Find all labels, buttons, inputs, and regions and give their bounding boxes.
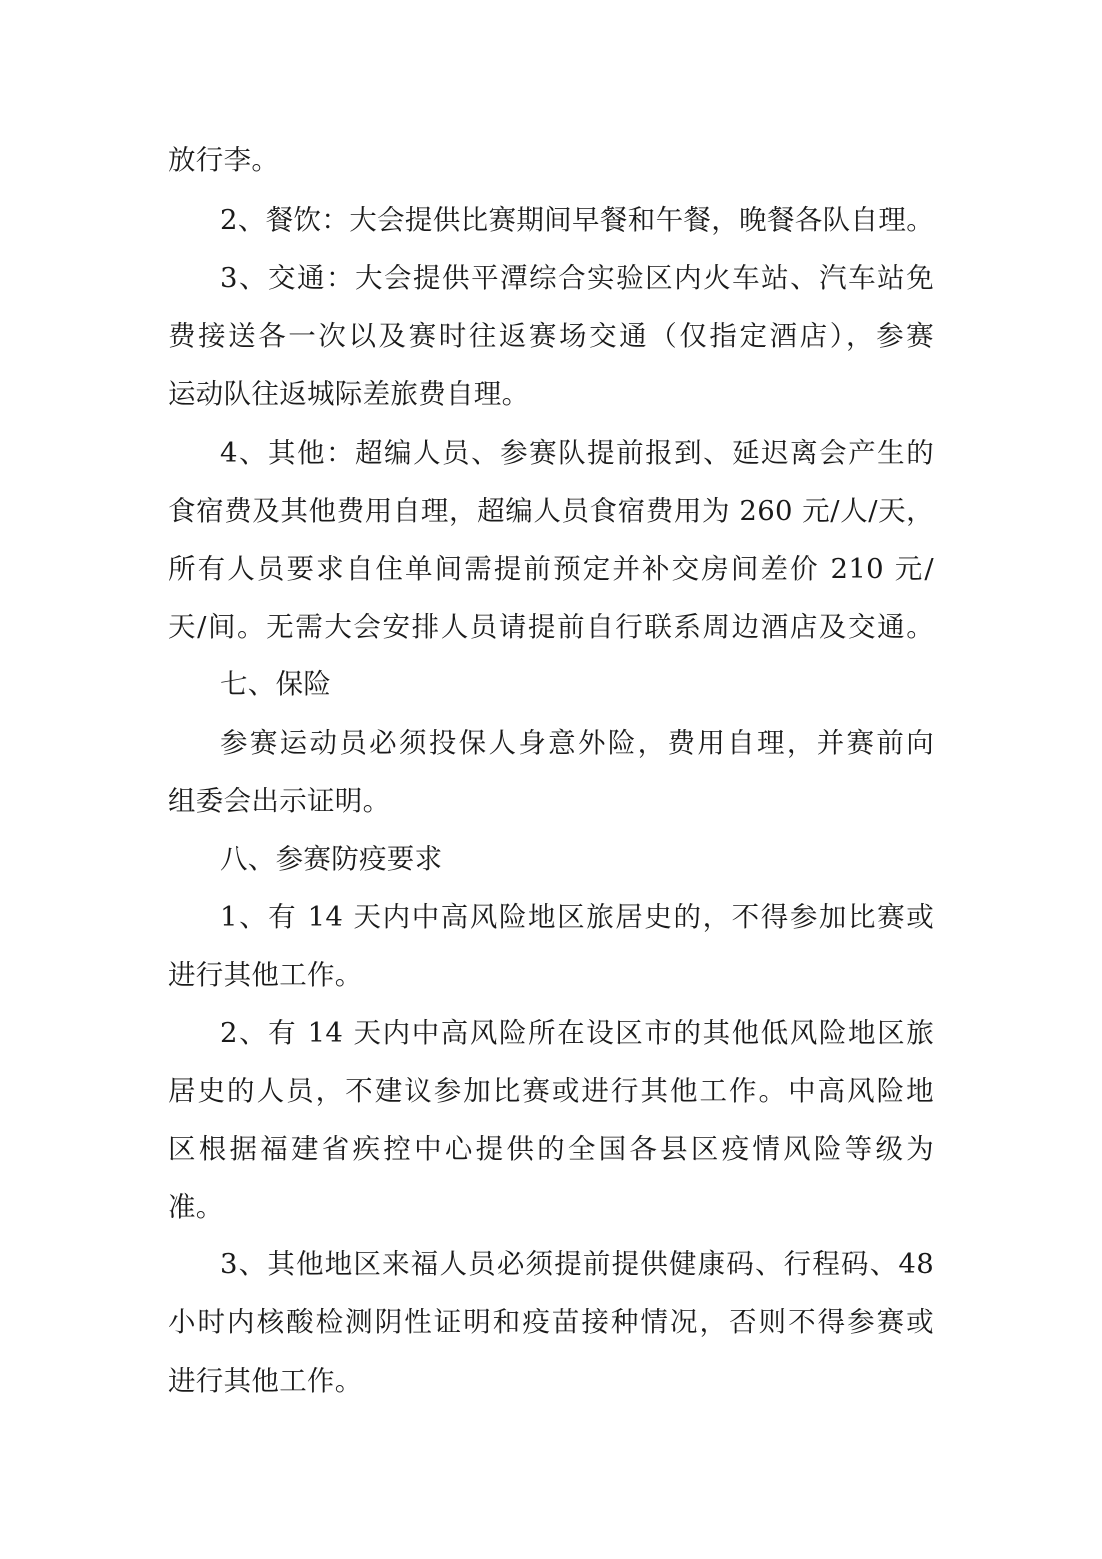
text-line: 2、餐饮：大会提供比赛期间早餐和午餐，晚餐各队自理。: [220, 204, 934, 236]
text-line: 1、有 14 天内中高风险地区旅居史的，不得参加比赛或: [220, 901, 934, 933]
section-heading: 七、保险: [220, 668, 332, 700]
text-line: 4、其他：超编人员、参赛队提前报到、延迟离会产生的: [220, 437, 934, 469]
text-line: 参赛运动员必须投保人身意外险，费用自理，并赛前向: [220, 727, 934, 759]
text-line: 进行其他工作。: [168, 959, 363, 991]
text-line: 放行李。: [168, 144, 280, 176]
text-line: 3、交通：大会提供平潭综合实验区内火车站、汽车站免: [220, 262, 934, 294]
text-line: 费接送各一次以及赛时往返赛场交通（仅指定酒店），参赛: [168, 320, 934, 352]
text-line: 3、其他地区来福人员必须提前提供健康码、行程码、48: [220, 1248, 934, 1280]
text-line: 进行其他工作。: [168, 1365, 363, 1397]
text-line: 居史的人员，不建议参加比赛或进行其他工作。中高风险地: [168, 1075, 934, 1107]
text-line: 小时内核酸检测阴性证明和疫苗接种情况，否则不得参赛或: [168, 1306, 934, 1338]
text-line: 区根据福建省疾控中心提供的全国各县区疫情风险等级为: [168, 1133, 934, 1165]
text-line: 所有人员要求自住单间需提前预定并补交房间差价 210 元/: [168, 553, 934, 585]
section-heading: 八、参赛防疫要求: [220, 843, 443, 875]
text-line: 组委会出示证明。: [168, 785, 391, 817]
text-line: 食宿费及其他费用自理，超编人员食宿费用为 260 元/人/天，: [168, 495, 934, 527]
text-line: 准。: [168, 1191, 224, 1223]
text-line: 天/间。无需大会安排人员请提前自行联系周边酒店及交通。: [168, 611, 934, 643]
text-line: 2、有 14 天内中高风险所在设区市的其他低风险地区旅: [220, 1017, 934, 1049]
text-line: 运动队往返城际差旅费自理。: [168, 378, 530, 410]
